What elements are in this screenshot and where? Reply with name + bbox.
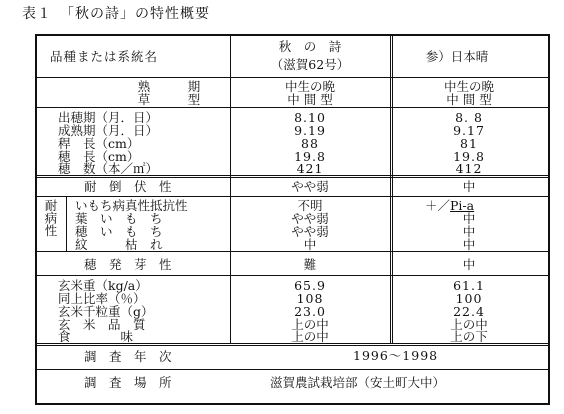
label-panicle-number: 穂 数（本／㎡） (58, 161, 159, 176)
header-rule (35, 77, 550, 78)
value-leaf-blast-1: やや弱 (291, 211, 329, 226)
blast-resistance-gene: Pi-a (450, 198, 475, 213)
value-blast-true-resistance-1: 不明 (297, 198, 323, 213)
table-caption: 表１ 「秋の詩」の特性概要 (22, 6, 210, 22)
value-1000-grain-weight-2: 22.4 (453, 304, 485, 319)
value-maturity-1: 中生の晩 (284, 79, 335, 94)
label-culm-length: 稈 長（cm） (58, 136, 140, 151)
value-maturity-date-2: 9.17 (453, 123, 485, 138)
col-divider-2 (390, 34, 393, 343)
value-panicle-blast-1: やや弱 (291, 224, 329, 239)
label-1000-grain-weight: 玄米千粒重（g） (58, 304, 154, 319)
value-culm-length-1: 88 (301, 136, 319, 151)
label-panicle-length: 穂 長（cm） (58, 149, 140, 164)
label-heading-date: 出穂期（月．日） (58, 110, 159, 125)
label-blast-true-resistance: いもち病真性抵抗性 (75, 198, 188, 213)
header-akinouta: 秋 の 詩 (278, 39, 342, 54)
value-panicle-length-2: 19.8 (453, 149, 485, 164)
label-eating-quality: 食 味 (58, 329, 134, 344)
label-brown-rice-weight: 玄米重（kg/a） (58, 278, 148, 293)
value-leaf-blast-2: 中 (462, 211, 476, 226)
label-preharvest-sprouting: 穂 発 芽 性 (84, 257, 172, 272)
label-yield-ratio: 同上比率（％） (58, 291, 146, 306)
value-grain-quality-2: 上の中 (450, 317, 488, 332)
value-survey-location: 滋賀農試栽培部（安土町大中） (270, 375, 446, 390)
value-eating-quality-1: 上の中 (291, 329, 329, 344)
value-plant-type-2: 中 間 型 (446, 92, 492, 107)
value-panicle-number-2: 412 (455, 161, 483, 176)
label-survey-location: 調 査 場 所 (84, 375, 172, 390)
value-yield-ratio-1: 108 (296, 291, 324, 306)
value-eating-quality-2: 上の下 (450, 329, 488, 344)
label-maturity: 熟 期 (137, 79, 201, 94)
value-maturity-date-1: 9.19 (294, 123, 326, 138)
value-brown-rice-weight-2: 61.1 (453, 278, 485, 293)
rule-after-year (35, 369, 550, 370)
value-sheath-blight-2: 中 (462, 237, 476, 252)
label-sheath-blight: 紋 枯 れ (75, 237, 163, 252)
value-plant-type-1: 中 間 型 (287, 92, 333, 107)
label-survey-years: 調 査 年 次 (84, 349, 172, 364)
header-nipponbare: 参）日本晴 (425, 49, 489, 64)
group-divider (66, 197, 67, 251)
value-heading-date-1: 8.10 (294, 110, 326, 125)
label-lodging-resistance: 耐 倒 伏 性 (84, 179, 172, 194)
value-sheath-blight-1: 中 (303, 237, 317, 252)
value-survey-years: 1996〜1998 (353, 348, 439, 363)
header-variety-label: 品種または系統名 (50, 49, 159, 64)
value-heading-date-2: 8. 8 (455, 110, 483, 125)
rule-after-sprouting (35, 275, 550, 276)
value-maturity-2: 中生の晩 (443, 79, 494, 94)
value-sprouting-1: 難 (303, 257, 317, 272)
header-shiga62: （滋賀62号） (270, 57, 350, 72)
value-lodging-2: 中 (462, 179, 476, 194)
value-brown-rice-weight-1: 65.9 (294, 278, 326, 293)
label-grain-quality: 玄 米 品 質 (58, 317, 146, 332)
value-grain-quality-1: 上の中 (291, 317, 329, 332)
value-panicle-blast-2: 中 (462, 224, 476, 239)
value-1000-grain-weight-1: 23.0 (294, 304, 326, 319)
label-leaf-blast: 葉 い も ち (75, 211, 163, 226)
label-plant-type: 草 型 (137, 92, 201, 107)
rule-after-lodging (35, 196, 550, 197)
label-panicle-blast: 穂 い も ち (75, 224, 163, 239)
value-culm-length-2: 81 (460, 136, 478, 151)
value-yield-ratio-2: 100 (455, 291, 483, 306)
rule-after-type (35, 107, 550, 108)
value-panicle-length-1: 19.8 (294, 149, 326, 164)
value-lodging-1: やや弱 (291, 179, 329, 194)
blast-resistance-prefix: ＋／ (425, 198, 451, 213)
label-disease-resistance-group: 耐病性 (43, 199, 58, 237)
col-divider-1 (230, 34, 231, 343)
value-sprouting-2: 中 (462, 257, 476, 272)
label-maturity-date: 成熟期（月．日） (58, 123, 159, 138)
value-panicle-number-1: 421 (296, 161, 324, 176)
